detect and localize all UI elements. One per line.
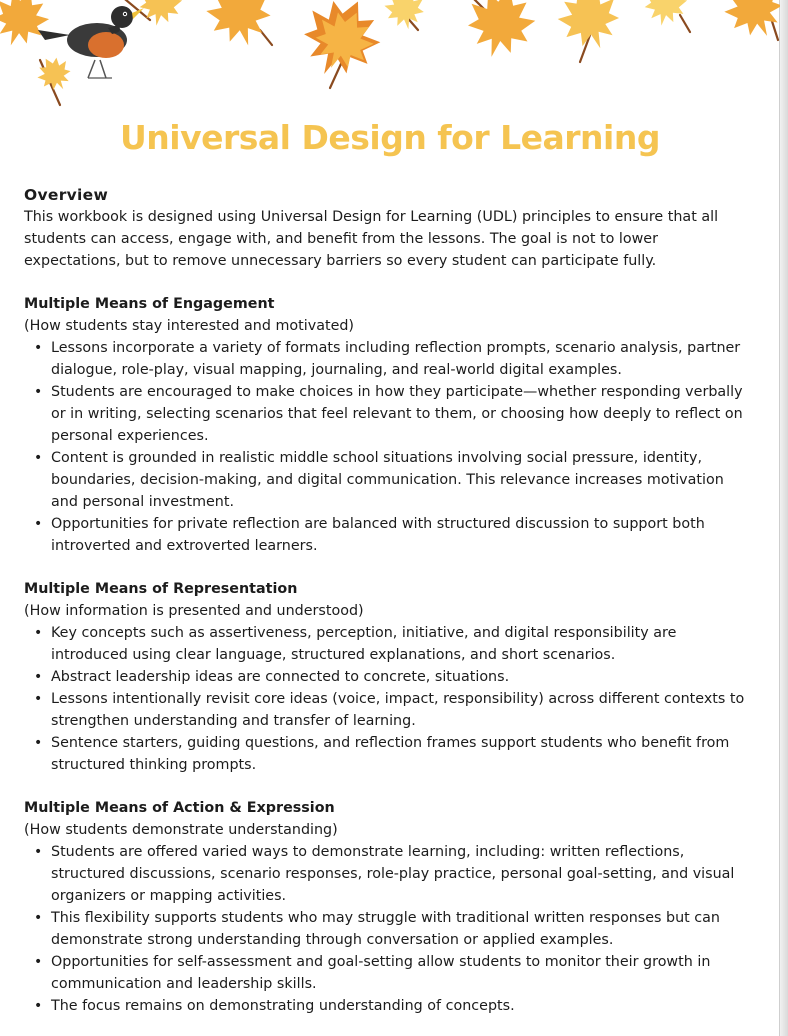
- overview-heading: Overview: [24, 186, 109, 204]
- list-item: • Lessons intentionally revisit core ideas (voice, impact, responsibility) across different contexts to strengthen understanding and transfer of learning.: [51, 688, 754, 732]
- autumn-banner: [0, 0, 780, 110]
- page-title: Universal Design for Learning: [120, 118, 660, 157]
- engagement-heading: Multiple Means of Engagement: [24, 296, 275, 312]
- page-edge: [779, 0, 788, 1036]
- representation-heading: Multiple Means of Representation: [24, 581, 298, 597]
- list-item: • Students are encouraged to make choices in how they participate—whether responding verbally or in writing, selecting scenarios that feel relevant to them, or choosing how deeply to reflect on personal experiences.: [51, 381, 754, 447]
- engagement-list: [24, 337, 754, 557]
- list-item: • Key concepts such as assertiveness, perception, initiative, and digital responsibility are introduced using clear language, structured explanations, and short scenarios.: [51, 622, 754, 666]
- document-body: [24, 184, 754, 1017]
- list-item: • Opportunities for self-assessment and goal-setting allow students to monitor their growth in communication and leadership skills.: [51, 951, 754, 995]
- action-expression-heading: Multiple Means of Action & Expression: [24, 800, 335, 816]
- action-expression-list: [24, 841, 754, 1017]
- representation-list: [24, 622, 754, 776]
- overview-text: This workbook is designed using Universal Design for Learning (UDL) principles to ensure that all students can access, engage with, and benefit from the lessons. The goal is not to lower expectations, but to remove unnecessary barriers so every student can participate fully.: [24, 209, 719, 269]
- engagement-subtitle: (How students stay interested and motivated): [24, 318, 355, 334]
- action-expression-subtitle: (How students demonstrate understanding): [24, 822, 338, 838]
- list-item: • The focus remains on demonstrating understanding of concepts.: [51, 995, 754, 1017]
- list-item: • Lessons incorporate a variety of formats including reflection prompts, scenario analysis, partner dialogue, role-play, visual mapping, journaling, and real-world digital examples.: [51, 337, 754, 381]
- list-item: • Students are offered varied ways to demonstrate learning, including: written reflections, structured discussions, scenario responses, role-play practice, personal goal-setting, and visual organizers or mapping activities.: [51, 841, 754, 907]
- list-item: • Opportunities for private reflection are balanced with structured discussion to support both introverted and extroverted learners.: [51, 513, 754, 557]
- list-item: • Content is grounded in realistic middle school situations involving social pressure, identity, boundaries, decision-making, and digital communication. This relevance increases motivation and personal investment.: [51, 447, 754, 513]
- list-item: • Abstract leadership ideas are connected to concrete, situations.: [51, 666, 754, 688]
- representation-subtitle: (How information is presented and understood): [24, 603, 364, 619]
- list-item: • Sentence starters, guiding questions, and reflection frames support students who benefit from structured thinking prompts.: [51, 732, 754, 776]
- list-item: • This flexibility supports students who may struggle with traditional written responses but can demonstrate strong understanding through conversation or applied examples.: [51, 907, 754, 951]
